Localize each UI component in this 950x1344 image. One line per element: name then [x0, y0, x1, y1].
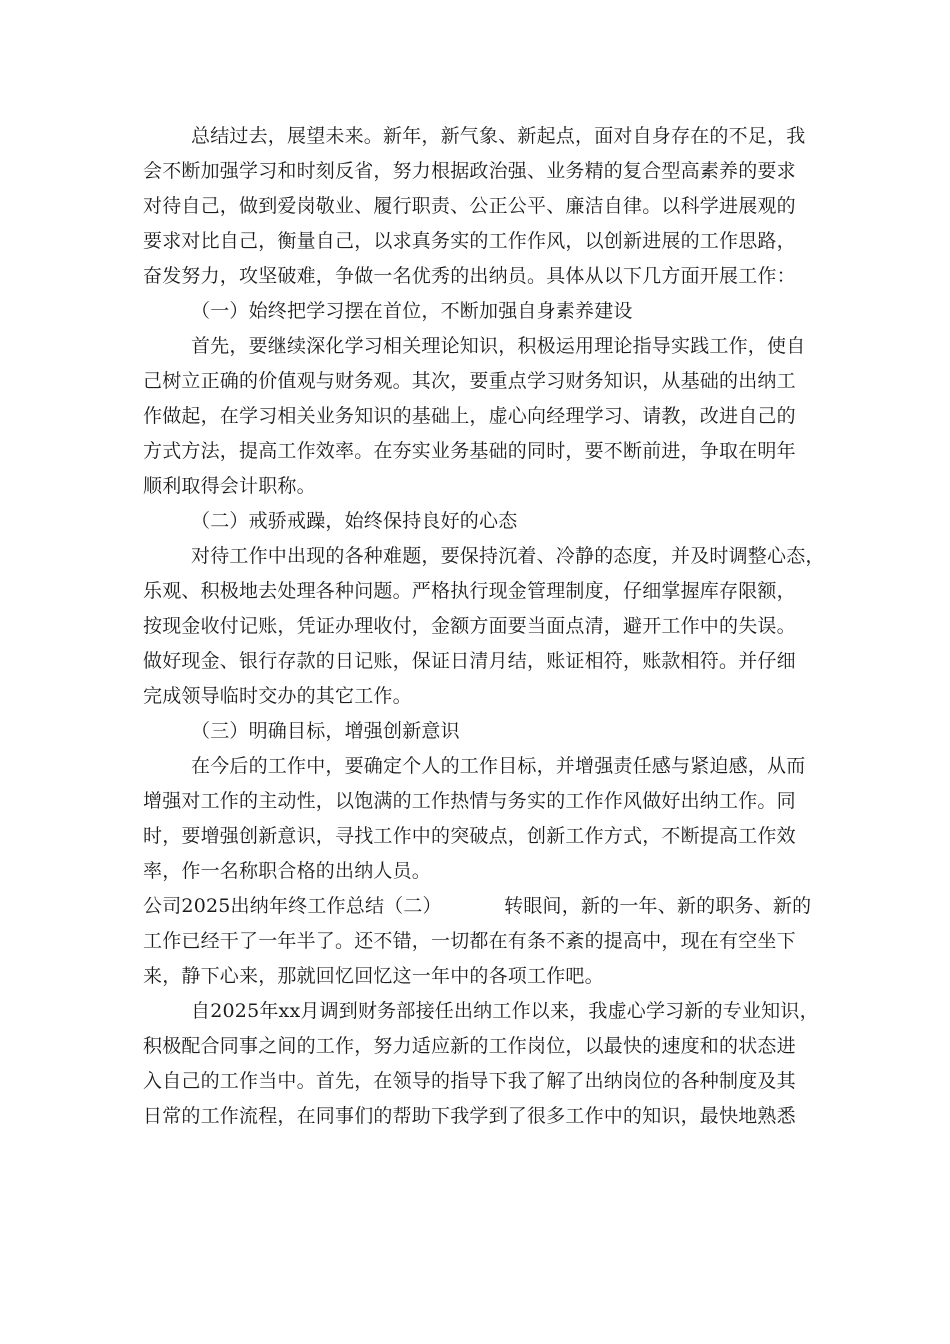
document-subtitle-line: 公司2025出纳年终工作总结（二） 转眼间，新的一年、新的职务、新的 — [143, 895, 812, 917]
section-heading: （二）戒骄戒躁，始终保持良好的心态 — [191, 510, 518, 532]
section-heading: （一）始终把学习摆在首位，不断加强自身素养建设 — [191, 300, 633, 322]
text-line: 方式方法，提高工作效率。在夯实业务基础的同时，要不断前进，争取在明年 — [143, 440, 796, 462]
text-line: 己树立正确的价值观与财务观。其次，要重点学习财务知识，从基础的出纳工 — [143, 370, 796, 392]
text-line: 率，作一名称职合格的出纳人员。 — [143, 860, 432, 882]
section-heading: （三）明确目标，增强创新意识 — [191, 720, 460, 742]
text-line: 乐观、积极地去处理各种问题。严格执行现金管理制度，仔细掌握库存限额， — [143, 580, 796, 602]
text-line: 总结过去，展望未来。新年，新气象、新起点，面对自身存在的不足，我 — [191, 125, 806, 147]
text-line: 奋发努力，攻坚破难，争做一名优秀的出纳员。具体从以下几方面开展工作： — [143, 265, 796, 287]
text-line: 按现金收付记账，凭证办理收付，金额方面要当面点清，避开工作中的失误。 — [143, 615, 796, 637]
text-line: 增强对工作的主动性，以饱满的工作热情与务实的工作作风做好出纳工作。同 — [143, 790, 796, 812]
text-line: 时，要增强创新意识，寻找工作中的突破点，创新工作方式，不断提高工作效 — [143, 825, 796, 847]
text-line: 自2025年xx月调到财务部接任出纳工作以来，我虚心学习新的专业知识， — [191, 1000, 819, 1022]
text-line: 对待自己，做到爱岗敬业、履行职责、公正公平、廉洁自律。以科学进展观的 — [143, 195, 796, 217]
text-line: 对待工作中出现的各种难题，要保持沉着、冷静的态度，并及时调整心态， — [191, 545, 825, 567]
text-line: 要求对比自己，衡量自己，以求真务实的工作作风，以创新进展的工作思路， — [143, 230, 796, 252]
text-line: 工作已经干了一年半了。还不错，一切都在有条不紊的提高中，现在有空坐下 — [143, 930, 796, 952]
text-line: 入自己的工作当中。首先，在领导的指导下我了解了出纳岗位的各种制度及其 — [143, 1070, 796, 1092]
text-line: 首先，要继续深化学习相关理论知识，积极运用理论指导实践工作，使自 — [191, 335, 806, 357]
text-line: 顺利取得会计职称。 — [143, 475, 316, 497]
text-line: 会不断加强学习和时刻反省，努力根据政治强、业务精的复合型高素养的要求 — [143, 160, 796, 182]
text-line: 完成领导临时交办的其它工作。 — [143, 685, 412, 707]
text-line: 积极配合同事之间的工作，努力适应新的工作岗位，以最快的速度和的状态进 — [143, 1035, 796, 1057]
text-line: 作做起，在学习相关业务知识的基础上，虚心向经理学习、请教，改进自己的 — [143, 405, 796, 427]
text-line: 来，静下心来，那就回忆回忆这一年中的各项工作吧。 — [143, 965, 604, 987]
text-line: 在今后的工作中，要确定个人的工作目标，并增强责任感与紧迫感，从而 — [191, 755, 806, 777]
text-line: 做好现金、银行存款的日记账，保证日清月结，账证相符，账款相符。并仔细 — [143, 650, 796, 672]
text-line: 日常的工作流程，在同事们的帮助下我学到了很多工作中的知识，最快地熟悉 — [143, 1105, 796, 1127]
